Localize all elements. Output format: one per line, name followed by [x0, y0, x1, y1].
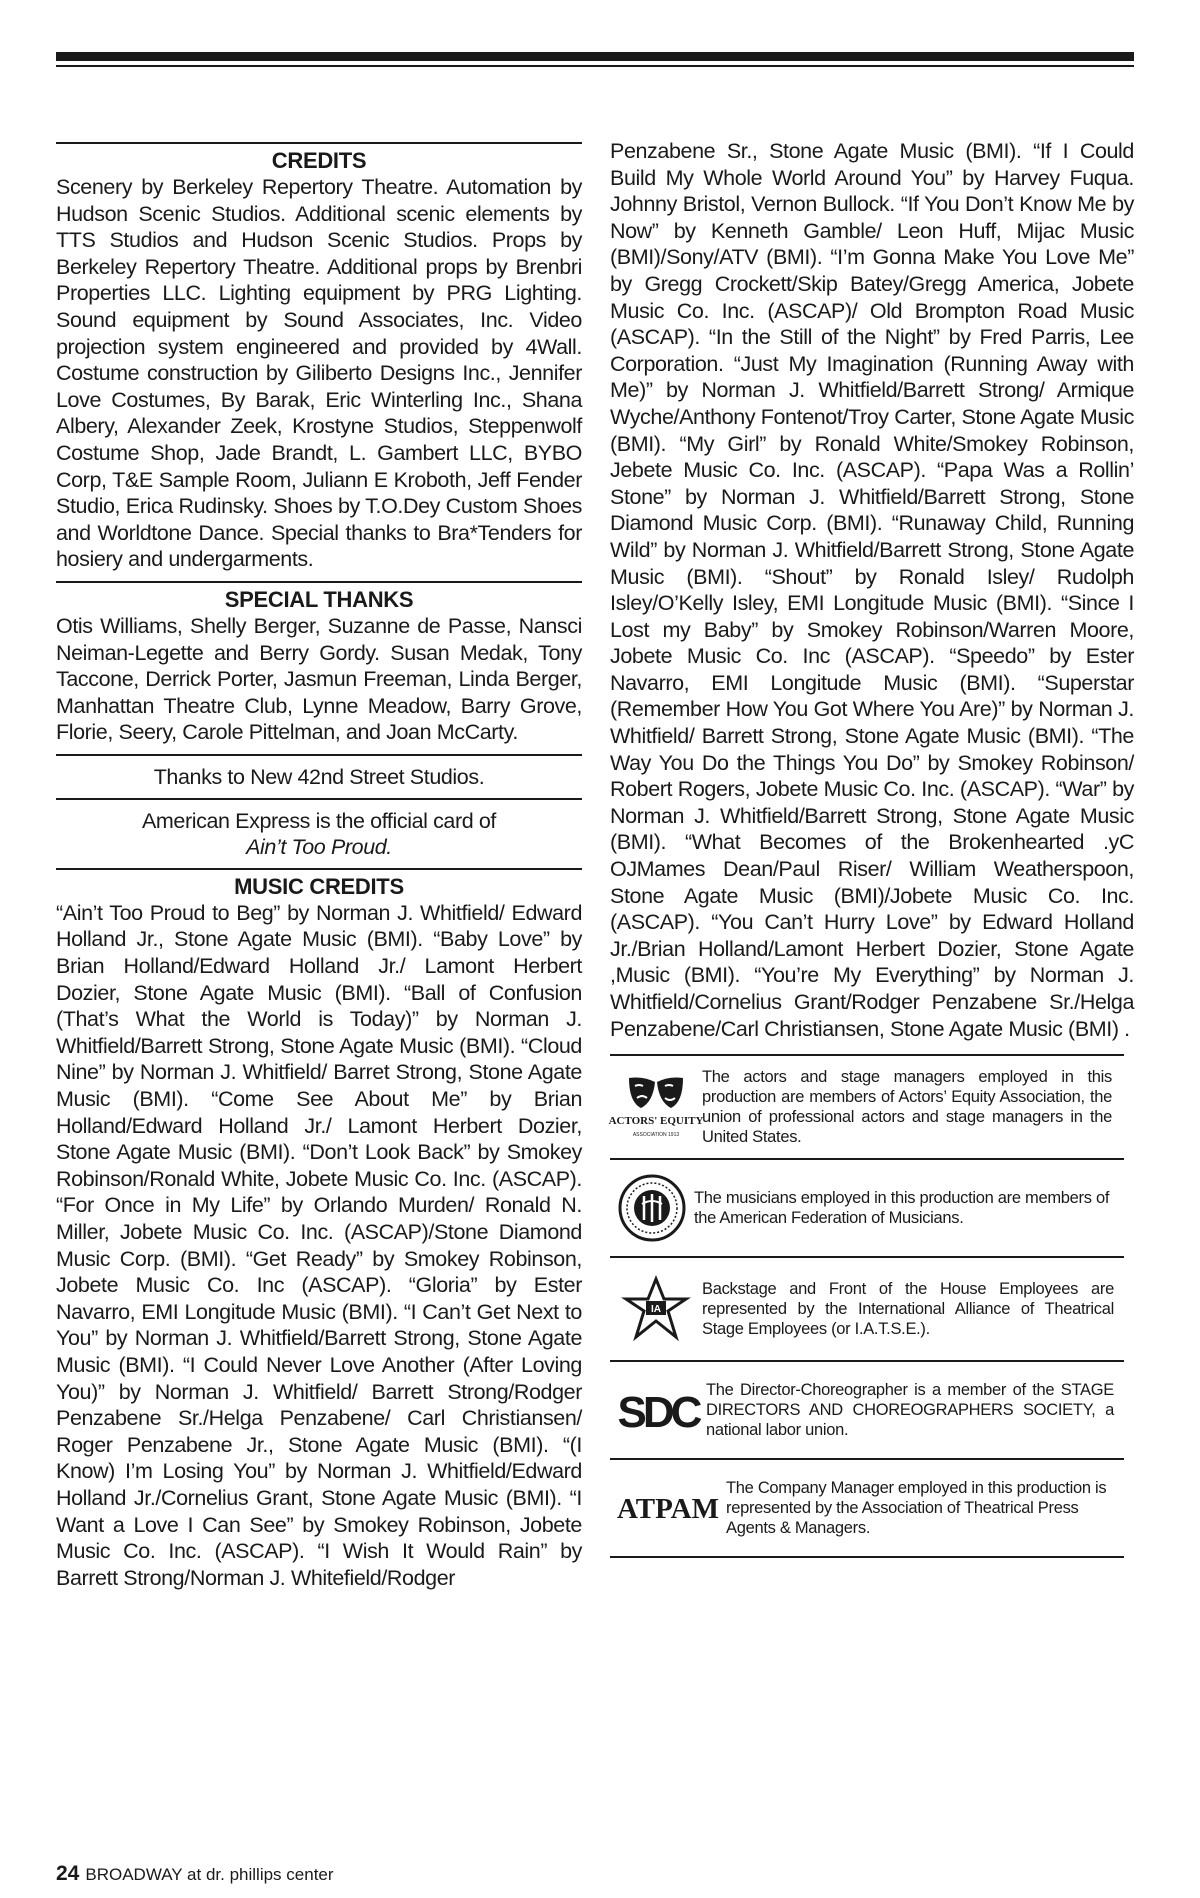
publication-name: BROADWAY at dr. phillips center	[85, 1865, 334, 1884]
studios-note: Thanks to New 42nd Street Studios.	[153, 764, 485, 789]
page-footer	[56, 1862, 334, 1886]
sdc-wordmark: SDC	[617, 1388, 699, 1438]
afm-seal-icon	[618, 1174, 686, 1242]
union-text-actors-equity: The actors and stage managers employed in this production are members of Actors’ Equity Association, the union of professional actors and stage managers in the United States.	[702, 1068, 1112, 1147]
music-credits-body-left: “Ain’t Too Proud to Beg” by Norman J. Whitfield/ Edward Holland Jr., Stone Agate Music (BMI). “Baby Love” by Brian Holland/Edward Holland Jr./ Lamont Herbert Dozier, Stone Agate Music (BMI). “Ball of Confusion (That’s What the World is Today)” by Norman J. Whitfield/Barrett Strong, Stone Agate Music (BMI). “Cloud Nine” by Norman J. Whitfield/ Barret Strong, Stone Agate Music (BMI). “Come See About Me” by Brian Holland/Edward Holland Jr./ Lamont Herbert Dozier, Stone Agate Music (BMI). “Don’t Look Back” by Smokey Robinson/Ronald White, Jobete Music Co. Inc. (ASCAP). “For Once in My Life” by Orlando Murden/ Ronald N. Miller, Jobete Music Co. Inc. (ASCAP)/Stone Diamond Music Corp. (BMI). “Get Ready” by Smokey Robinson, Jobete Music Co. Inc (ASCAP). “Gloria” by Ester Navarro, EMI Longitude Music (BMI). “I Can’t Get Next to You” by Norman J. Whitfield/Barrett Strong, Stone Agate Music (BMI). “I Could Never Love Another (After Loving You)” by Norman J. Whitfield/ Barrett Strong/Rodger Penzabene Sr./Helga Penzabene/ Carl Christiansen/ Roger Penzabene Jr., Stone Agate Music (BMI). “(I Know) I’m Losing You” by Norman J. Whitfield/Edward Holland Jr./Cornelius Grant, Stone Agate Music (BMI). “I Want a Love I Can See” by Smokey Robinson, Jobete Music Co. Inc. (ASCAP). “I Wish It Would Rain” by Barrett Strong/Norman J. Whitefield/Rodger	[56, 900, 582, 1590]
union-notices	[610, 1054, 1124, 1558]
credits-body: Scenery by Berkeley Repertory Theatre. Automation by Hudson Scenic Studios. Additional scenic elements by TTS Studios and Hudson Scenic Studios. Props by Berkeley Repertory Theatre. Additional props by Brenbri Properties LLC. Lighting equipment by PRG Lighting. Sound equipment by Sound Associates, Inc. Video projection system engineered and provided by 4Wall. Costume construction by Giliberto Designs Inc., Jennifer Love Costumes, By Barak, Eric Winterling Inc., Shana Albery, Alexander Zeek, Krostyne Studios, Steppenwolf Costume Shop, Jade Brandt, L. Gambert LLC, BYBO Corp, T&E Sample Room, Juliann E Kroboth, Jeff Fender Studio, Erica Rudinsky. Shoes by T.O.Dey Custom Shoes and Worldtone Dance. Special thanks to Bra*Tenders for hosiery and undergarments.	[56, 175, 582, 572]
header-rule-thin	[56, 65, 1134, 67]
sdc-wordmark-icon	[614, 1385, 702, 1438]
special-thanks-body: Otis Williams, Shelly Berger, Suzanne de Passe, Nansci Neiman-Legette and Berry Gordy. Susan Medak, Tony Taccone, Derrick Porter, Jasmun Freeman, Linda Berger, Manhattan Theatre Club, Lynne Meadow, Barry Grove, Florie, Seery, Carole Pittelman, and Joan McCarty.	[56, 613, 582, 745]
atpam-logo	[610, 1488, 726, 1528]
atpam-wordmark-icon	[612, 1488, 724, 1528]
actors-equity-wordmark: ACTORS' EQUITY	[608, 1115, 704, 1128]
actors-equity-subtext: ASSOCIATION 1913	[632, 1132, 680, 1139]
actors-equity-logo	[610, 1072, 702, 1142]
credits-rule	[56, 142, 582, 144]
header-rule-thick	[56, 52, 1134, 61]
union-text-sdc: The Director-Choreographer is a member of the STAGE DIRECTORS AND CHOREOGRAPHERS SOCIETY, a national labor union.	[706, 1381, 1114, 1440]
amex-note	[56, 800, 582, 868]
iatse-emblem-icon	[624, 1277, 688, 1341]
credits-heading: CREDITS	[271, 148, 367, 173]
amex-show-title: Ain’t Too Proud.	[246, 834, 392, 859]
special-thanks-heading: SPECIAL THANKS	[224, 586, 414, 612]
iatse-logo	[610, 1277, 702, 1341]
left-column	[56, 142, 582, 1591]
actors-equity-mask-icon	[608, 1072, 704, 1142]
iatse-wordmark: IA	[651, 1304, 661, 1316]
amex-line: American Express is the official card of	[141, 808, 497, 833]
right-column	[610, 138, 1134, 1558]
union-sdc	[610, 1362, 1124, 1460]
atpam-wordmark: ATPAM	[616, 1493, 720, 1526]
music-credits-heading: MUSIC CREDITS	[234, 873, 404, 899]
union-afm	[610, 1160, 1124, 1258]
special-thanks-rule	[56, 581, 582, 583]
music-credits-body-right: Penzabene Sr., Stone Agate Music (BMI). “If I Could Build My Whole World Around You” by Harvey Fuqua. Johnny Bristol, Vernon Bullock. “If You Don’t Know Me by Now” by Kenneth Gamble/ Leon Huff, Mijac Music (BMI)/Sony/ATV (BMI). “I’m Gonna Make You Love Me” by Gregg Crockett/Skip Batey/Gregg America, Jobete Music Co. Inc. (ASCAP)/ Old Brompton Road Music (ASCAP). “In the Still of the Night” by Fred Parris, Lee Corporation. “Just My Imagination (Running Away with Me)” by Norman J. Whitfield/Barrett Strong/ Armique Wyche/Anthony Fontenot/Troy Carter, Stone Agate Music (BMI). “My Girl” by Ronald White/Smokey Robinson, Jebete Music Co. Inc. (ASCAP). “Papa Was a Rollin’ Stone” by Norman J. Whitfield/Barrett Strong, Stone Diamond Music Corp. (BMI). “Runaway Child, Running Wild” by Norman J. Whitfield/Barrett Strong, Stone Agate Music (BMI). “Shout” by Ronald Isley/ Rudolph Isley/O’Kelly Isley, EMI Longitude Music (BMI). “Since I Lost my Baby” by Smokey Robinson/Warren Moore, Jobete Music Co. Inc (ASCAP). “Speedo” by Ester Navarro, EMI Longitude Music (BMI). “Superstar (Remember How You Got Where You Are)” by Norman J. Whitfield/ Barrett Strong, Stone Agate Music (BMI). “The Way You Do the Things You Do” by Smokey Robinson/ Robert Rogers, Jobete Music Co. Inc. (ASCAP). “War” by Norman J. Whitfield/Barrett Strong, Stone Agate Music (BMI). “What Becomes of the Brokenhearted .yC OJMames Dean/Paul Riser/ William Weatherspoon, Stone Agate Music (BMI)/Jobete Music Co. Inc. (ASCAP). “You Can’t Hurry Love” by Edward Holland Jr./Brian Holland/Lamont Herbert Dozier, Stone Agate ,Music (BMI). “You’re My Everything” by Norman J. Whitfield/Cornelius Grant/Rodger Penzabene Sr./Helga Penzabene/Carl Christiansen, Stone Agate Music (BMI) .	[610, 139, 1134, 1041]
union-actors-equity	[610, 1056, 1124, 1160]
music-credits-rule	[56, 868, 582, 870]
union-atpam	[610, 1460, 1124, 1558]
union-iatse	[610, 1258, 1124, 1362]
union-text-afm: The musicians employed in this production are members of the American Federation of Musicians.	[694, 1189, 1110, 1228]
union-text-iatse: Backstage and Front of the House Employees are represented by the International Alliance of Theatrical Stage Employees (or I.A.T.S.E.).	[702, 1280, 1114, 1339]
afm-logo	[610, 1174, 694, 1242]
sdc-logo	[610, 1385, 706, 1438]
union-text-atpam: The Company Manager employed in this production is represented by the Association of Theatrical Press Agents & Managers.	[726, 1479, 1107, 1538]
page-number: 24	[56, 1862, 80, 1885]
